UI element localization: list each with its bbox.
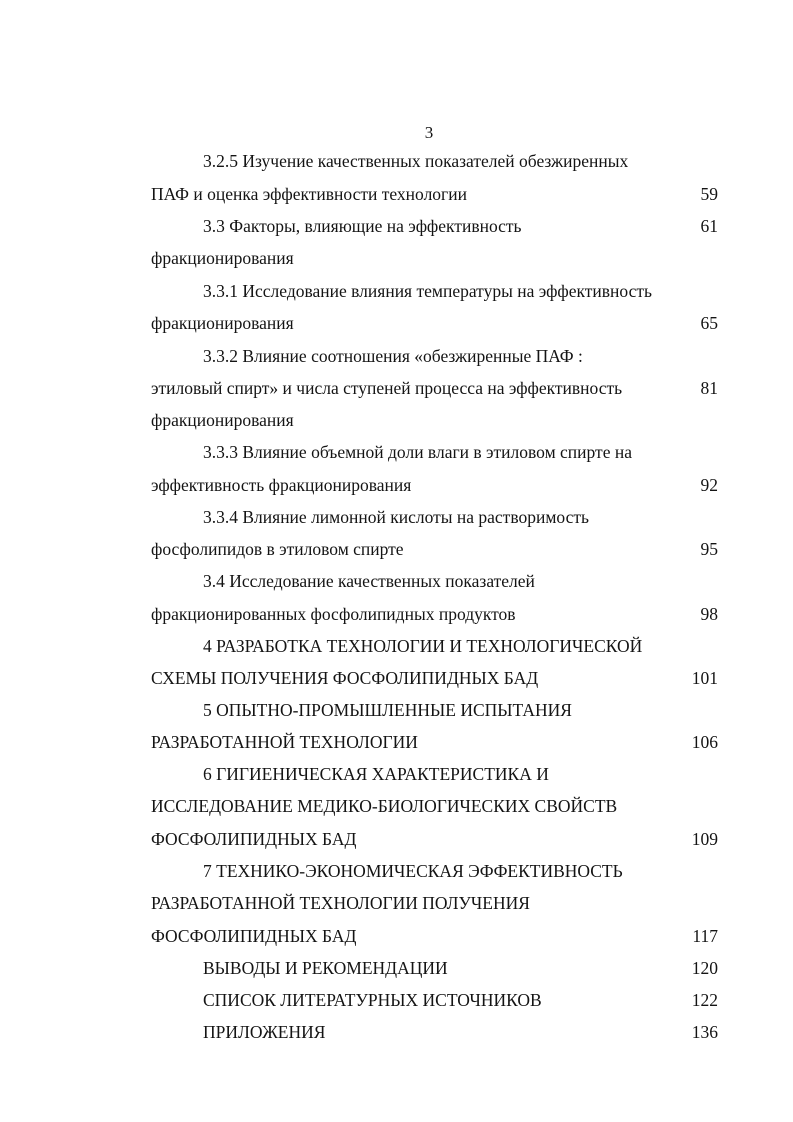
toc-entry-line: фосфолипидов в этиловом спирте [151,539,404,559]
toc-entry-line: РАЗРАБОТАННОЙ ТЕХНОЛОГИИ ПОЛУЧЕНИЯ [151,893,530,913]
toc-page-number: 59 [700,184,718,204]
toc-entry-line: фракционирования [151,248,294,268]
toc-entry-line: 4 РАЗРАБОТКА ТЕХНОЛОГИИ И ТЕХНОЛОГИЧЕСКОЙ [203,636,643,656]
toc-entry-line: ИССЛЕДОВАНИЕ МЕДИКО-БИОЛОГИЧЕСКИХ СВОЙСТВ [151,796,618,816]
toc-entry-line: СХЕМЫ ПОЛУЧЕНИЯ ФОСФОЛИПИДНЫХ БАД [151,668,539,688]
toc-entry-line: 3.3.3 Влияние объемной доли влаги в этиловом спирте на [203,442,632,462]
toc-entry-line: 3.2.5 Изучение качественных показателей обезжиренных [203,151,629,171]
toc-page-number: 136 [691,1022,718,1042]
toc-entry-line: 3.3.1 Исследование влияния температуры на эффективность [203,281,652,301]
toc-page-number: 120 [691,958,718,978]
toc-entry-line: этиловый спирт» и числа ступеней процесса на эффективность [151,378,623,398]
toc-page-number: 106 [691,732,718,752]
toc-page-number: 109 [691,829,718,849]
toc-entry-line: ФОСФОЛИПИДНЫХ БАД [151,829,357,849]
toc-entry-line: фракционирования [151,410,294,430]
toc-entry-line: ПРИЛОЖЕНИЯ [203,1022,326,1042]
toc-entry-line: эффективность фракционирования [151,475,412,495]
toc-entry-line: 3.3 Факторы, влияющие на эффективность [203,216,522,236]
toc-entry-line: 3.4 Исследование качественных показателей [203,571,535,591]
toc-entry-line: ФОСФОЛИПИДНЫХ БАД [151,926,357,946]
toc-entry-line: фракционированных фосфолипидных продуктов [151,604,516,624]
toc-page-number: 101 [691,668,718,688]
toc-page-number: 81 [700,378,718,398]
toc-page-number: 117 [692,926,718,946]
toc-page-number: 65 [700,313,718,333]
toc-entry-line: 7 ТЕХНИКО-ЭКОНОМИЧЕСКАЯ ЭФФЕКТИВНОСТЬ [203,861,623,881]
toc-entry-line: фракционирования [151,313,294,333]
toc-entry-line: 3.3.4 Влияние лимонной кислоты на растворимость [203,507,589,527]
toc-page-number: 95 [700,539,718,559]
toc-entry-line: 5 ОПЫТНО-ПРОМЫШЛЕННЫЕ ИСПЫТАНИЯ [203,700,572,720]
toc-page-number: 122 [691,990,718,1010]
toc-page-number: 98 [700,604,718,624]
toc-page-number: 92 [700,475,718,495]
toc-entry-line: 6 ГИГИЕНИЧЕСКАЯ ХАРАКТЕРИСТИКА И [203,764,549,784]
toc-entry-line: ВЫВОДЫ И РЕКОМЕНДАЦИИ [203,958,448,978]
toc-entry-line: 3.3.2 Влияние соотношения «обезжиренные ПАФ : [203,346,583,366]
toc-entry-line: СПИСОК ЛИТЕРАТУРНЫХ ИСТОЧНИКОВ [203,990,542,1010]
page-number: 3 [424,123,434,142]
toc-entry-line: РАЗРАБОТАННОЙ ТЕХНОЛОГИИ [151,732,418,752]
toc-page-number: 61 [700,216,718,236]
toc-entry-line: ПАФ и оценка эффективности технологии [151,184,467,204]
